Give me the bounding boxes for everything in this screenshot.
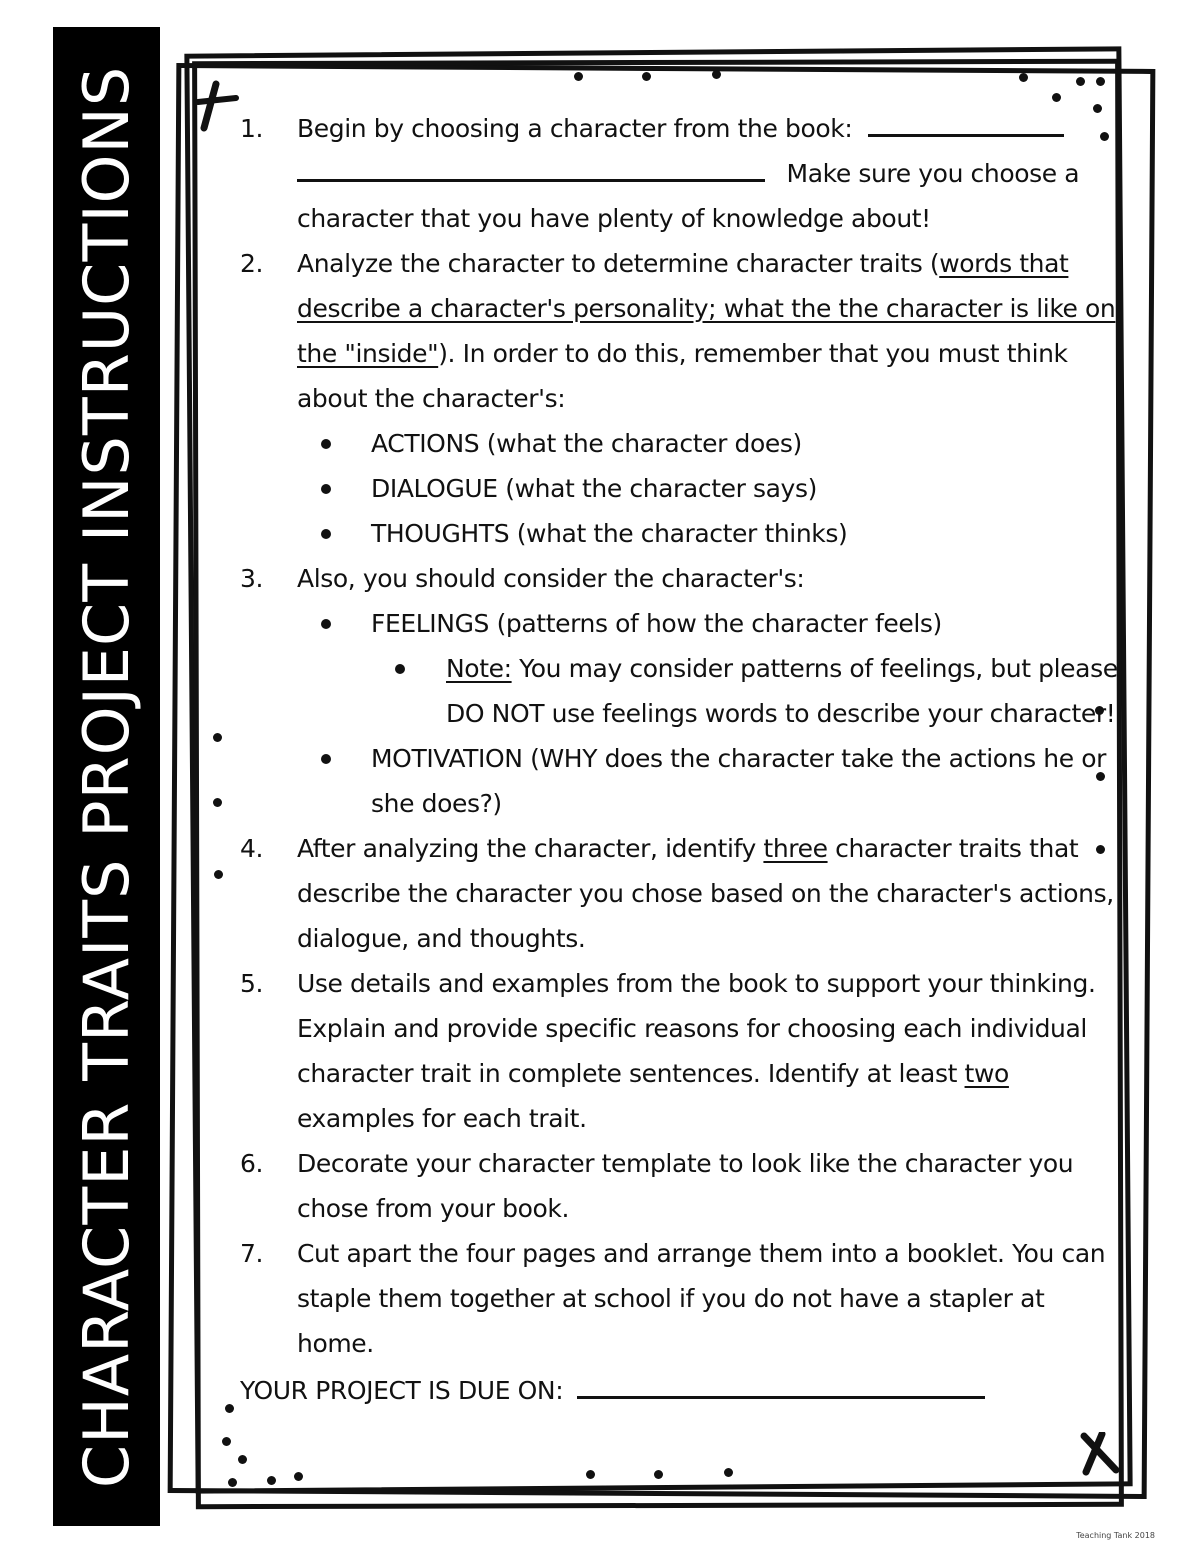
step-text: Begin by choosing a character from the book: xyxy=(297,114,853,143)
bullet-icon xyxy=(395,664,405,674)
step-text: Decorate your character template to look like the character you chose from your book. xyxy=(297,1149,1074,1223)
step-number: 4. xyxy=(240,834,264,863)
bullet-icon xyxy=(321,619,331,629)
instructions-list xyxy=(240,106,1120,1413)
list-item xyxy=(240,1231,1120,1366)
bullet-text: FEELINGS (patterns of how the character feels) xyxy=(371,609,942,638)
due-date-label: YOUR PROJECT IS DUE ON: xyxy=(240,1376,564,1405)
list-item xyxy=(240,961,1120,1141)
bullet-icon xyxy=(321,484,331,494)
step-number: 1. xyxy=(240,114,264,143)
step-number: 7. xyxy=(240,1239,264,1268)
footer-credit: Teaching Tank 2018 xyxy=(1076,1531,1155,1540)
bullet-text: MOTIVATION (WHY does the character take the actions he or she does?) xyxy=(371,744,1107,818)
step-text: ). In order to do this, remember that you must think about the character's: xyxy=(297,339,1068,413)
step-text: After analyzing the character, identify xyxy=(297,834,756,863)
due-date-row xyxy=(240,1368,1120,1413)
step-text: Also, you should consider the character's: xyxy=(297,564,805,593)
bullet-text: DIALOGUE (what the character says) xyxy=(371,474,817,503)
character-name-line[interactable] xyxy=(868,133,1064,137)
list-item xyxy=(240,736,1120,826)
step-number: 5. xyxy=(240,969,264,998)
bullet-text: THOUGHTS (what the character thinks) xyxy=(371,519,848,548)
step-text: character that you have plenty of knowledge about! xyxy=(297,204,931,233)
list-item xyxy=(240,1141,1120,1231)
list-item xyxy=(240,826,1120,961)
list-item xyxy=(240,511,1120,556)
list-item xyxy=(240,466,1120,511)
bullet-icon xyxy=(321,439,331,449)
bullet-text: You may consider patterns of feelings, but please DO NOT use feelings words to describe your character! xyxy=(446,654,1118,728)
bullet-text: ACTIONS (what the character does) xyxy=(371,429,802,458)
list-item xyxy=(240,556,1120,601)
list-item xyxy=(240,646,1120,736)
page-title: CHARACTER TRAITS PROJECT INSTRUCTIONS xyxy=(69,65,143,1488)
bullet-icon xyxy=(321,754,331,764)
character-name-line[interactable] xyxy=(297,178,765,182)
step-text: examples for each trait. xyxy=(297,1104,587,1133)
underlined-word: three xyxy=(763,834,828,863)
list-item xyxy=(240,106,1120,241)
bullet-icon xyxy=(321,529,331,539)
step-number: 3. xyxy=(240,564,264,593)
list-item xyxy=(240,601,1120,646)
step-text: Make sure you choose a xyxy=(786,159,1080,188)
step-text: Use details and examples from the book to support your thinking. Explain and provide specific reasons for choosing each individual character trait in complete sentences. Identify at least xyxy=(297,969,1096,1088)
due-date-line[interactable] xyxy=(577,1395,985,1399)
step-number: 6. xyxy=(240,1149,264,1178)
step-text: Cut apart the four pages and arrange them into a booklet. You can staple them together at school if you do not have a stapler at home. xyxy=(297,1239,1106,1358)
underlined-definition: words that describe a character's personality; what the the character is like on the "inside" xyxy=(297,249,1116,368)
step-text: Analyze the character to determine character traits ( xyxy=(297,249,940,278)
step-number: 2. xyxy=(240,249,264,278)
side-banner xyxy=(53,27,160,1526)
note-label: Note: xyxy=(446,654,512,683)
underlined-word: two xyxy=(964,1059,1009,1088)
step-text: character traits that describe the character you chose based on the character's actions, dialogue, and thoughts. xyxy=(297,834,1114,953)
list-item xyxy=(240,241,1120,421)
list-item xyxy=(240,421,1120,466)
